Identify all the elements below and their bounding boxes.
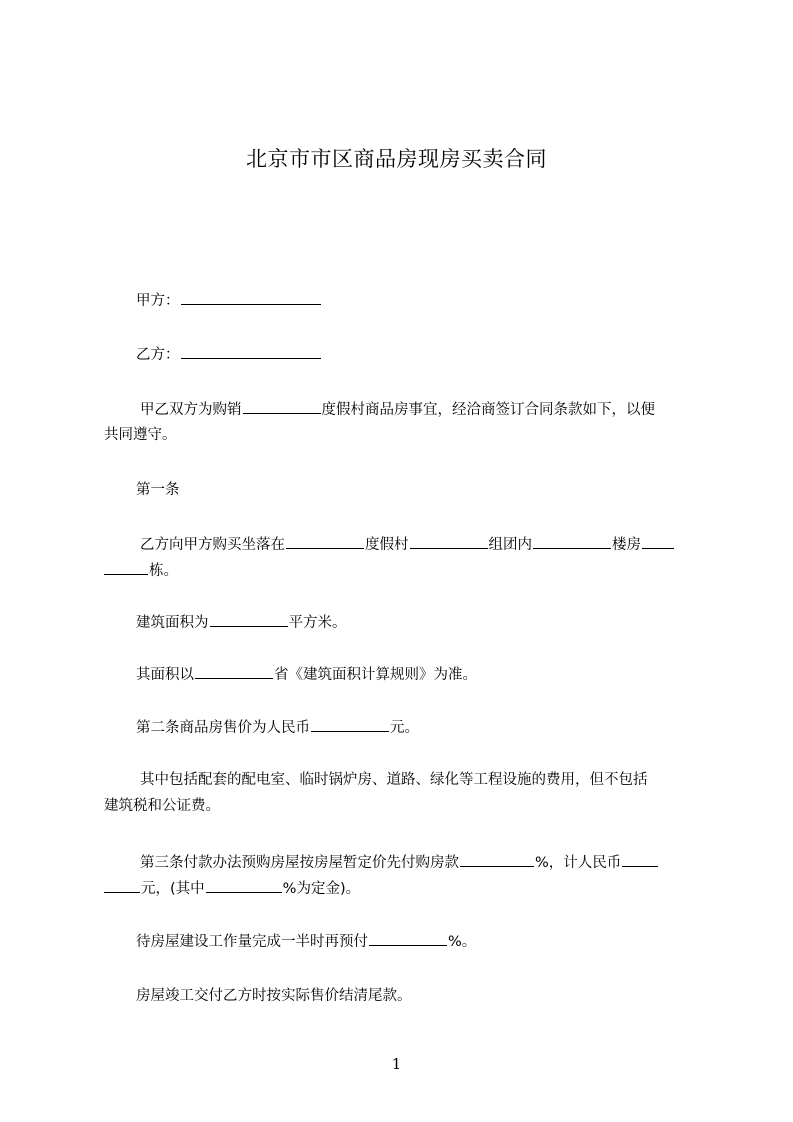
final-payment-line: 房屋竣工交付乙方时按实际售价结清尾款。	[136, 988, 412, 1004]
intro-text-1: 甲乙双方为购销	[140, 402, 242, 418]
included-line-2: 建筑税和公证费。	[104, 798, 220, 814]
article3-text-3: 元，(其中	[141, 881, 205, 897]
rmb-amount-blank-2	[104, 877, 140, 893]
article3-text-2: %，计人民币	[535, 855, 622, 871]
area-rule-text-2: 省《建筑面积计算规则》为准。	[274, 667, 477, 683]
down-payment-percent-blank	[460, 851, 534, 867]
area-text-1: 建筑面积为	[136, 615, 209, 631]
party-b-label: 乙方：	[136, 347, 180, 363]
party-a-label: 甲方：	[136, 293, 180, 309]
area-rule-text-1: 其面积以	[136, 667, 194, 683]
resort-blank	[286, 533, 364, 549]
area-rule-line	[136, 663, 702, 686]
article2-text-1: 第二条商品房售价为人民币	[136, 720, 310, 736]
party-a-line	[136, 289, 702, 312]
article3-line-1	[140, 851, 706, 874]
article2-text-2: 元。	[390, 720, 419, 736]
deposit-percent-blank	[206, 877, 282, 893]
price-blank	[311, 716, 389, 732]
rmb-amount-blank-1	[622, 851, 658, 867]
article2-line	[136, 716, 702, 739]
intro-line-1	[140, 398, 706, 421]
article3-line-2	[104, 877, 360, 900]
article1-text-5: 栋。	[149, 563, 178, 579]
article1-heading: 第一条	[136, 482, 180, 498]
article1-text-3: 组团内	[488, 537, 532, 553]
intro-line-2: 共同遵守。	[104, 427, 177, 443]
intro-blank	[243, 398, 321, 414]
building-blank	[533, 533, 611, 549]
prepay-percent-blank	[369, 930, 447, 946]
article3-text-4: %为定金)。	[282, 881, 361, 897]
article1-text-1: 乙方向甲方购买坐落在	[140, 537, 285, 553]
party-b-blank	[181, 343, 321, 359]
area-text-2: 平方米。	[288, 615, 347, 631]
building-count-blank-1	[642, 533, 674, 549]
prepay-text-1: 待房屋建设工作量完成一半时再预付	[136, 934, 368, 950]
area-line	[136, 611, 702, 634]
article1-line-2	[104, 559, 178, 582]
area-blank	[210, 611, 288, 627]
article1-text-4: 楼房	[612, 537, 641, 553]
building-count-blank-2	[104, 559, 148, 575]
prepay-text-2: %。	[448, 934, 477, 950]
page-number: 1	[391, 1055, 402, 1073]
province-blank	[195, 663, 273, 679]
party-a-blank	[181, 289, 321, 305]
document-title: 北京市市区商品房现房买卖合同	[246, 147, 547, 171]
party-b-line	[136, 343, 702, 366]
intro-text-2: 度假村商品房事宜，经洽商签订合同条款如下，以便	[321, 402, 655, 418]
article1-text-2: 度假村	[365, 537, 409, 553]
group-blank	[410, 533, 488, 549]
prepay-line	[136, 930, 702, 953]
article3-text-1: 第三条付款办法预购房屋按房屋暂定价先付购房款	[140, 855, 459, 871]
article1-line-1	[140, 533, 706, 556]
included-line-1: 其中包括配套的配电室、临时锅炉房、道路、绿化等工程设施的费用，但不包括	[140, 772, 648, 788]
